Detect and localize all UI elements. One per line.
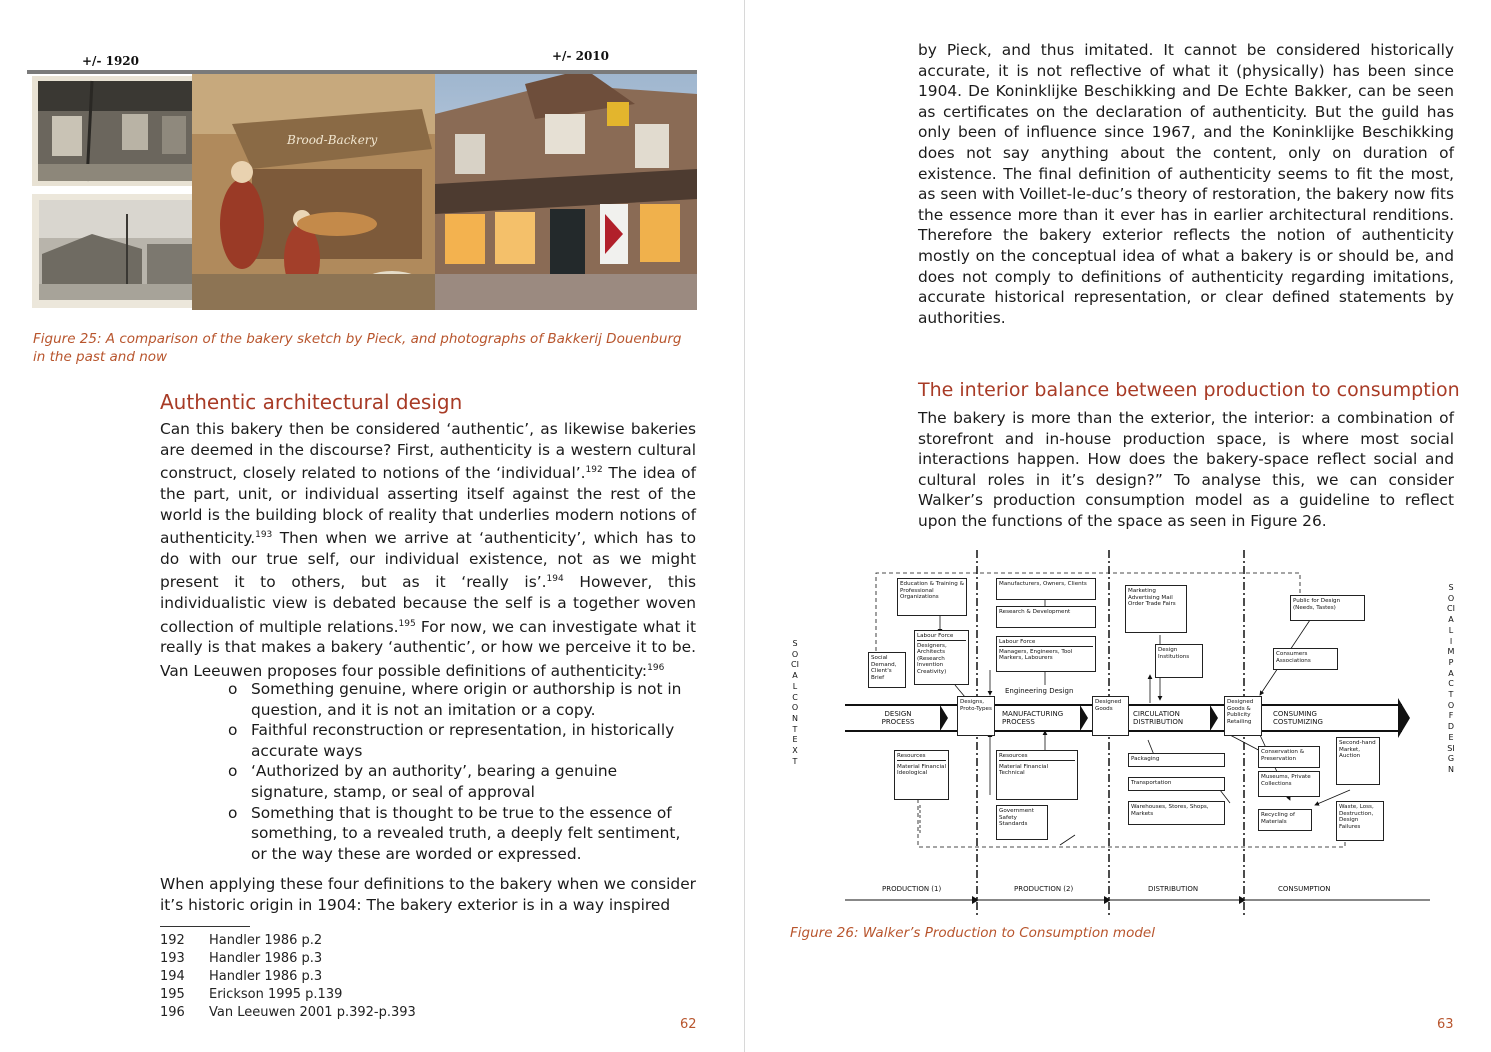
page-number-left: 62 — [680, 1017, 697, 1032]
box-prototypes: Designs, Proto-Types — [957, 696, 995, 736]
footnote-text: Van Leeuwen 2001 p.392-p.393 — [209, 1005, 416, 1020]
old-photo-1920-street — [32, 76, 202, 186]
definitions-list — [228, 679, 696, 864]
footnote-rule — [160, 926, 250, 927]
footnote-ref: 196 — [647, 663, 665, 674]
box-waste-loss: Waste, Loss, Destruction, Design Failures — [1336, 801, 1384, 841]
footnote — [160, 932, 322, 949]
footnote-number: 193 — [160, 951, 185, 966]
footnote-number: 196 — [160, 1005, 185, 1020]
paragraph-bakery-exterior: by Pieck, and thus imitated. It cannot be considered historically accurate, it is not reflective of what it (physically) has been since 1904. De Koninklijke Beschikking and De Echte Bakker, can be seen as certificates on the declaration of authenticity. But the guild has only been of influence since 1967, and the Koninklijke Beschikking does not say anything about the content, only on duration of existence. The final definition of authenticity seems to fit the most, as seen with Voillet-le-duc’s theory of restoration, the bakery now fits the essence more than it ever has in earlier architectural renditions. Therefore the bakery exterior reflects the notion of authenticity mostly on the conceptual idea of what a bakery is or should be, and does not comply to definitions of authenticity regarding imitations, accurate historical representation, or clear defined statements by authorities. — [918, 41, 1454, 327]
list-item-text: ‘Authorized by an authority’, bearing a genuine signature, stamp, or seal of approval — [251, 762, 618, 801]
box-body: Material Financial Technical — [999, 763, 1048, 777]
footnote-number: 192 — [160, 933, 185, 948]
box-museums: Museums, Private Collections — [1258, 771, 1320, 797]
footnote-text: Handler 1986 p.2 — [209, 933, 323, 948]
bullet-marker: o — [228, 721, 238, 740]
box-body: Managers, Engineers, Tool Markers, Labourers — [999, 648, 1073, 662]
box-public-for-design: Public for Design (Needs, Tastes) — [1290, 595, 1365, 621]
svg-text:Brood-Backery: Brood-Backery — [287, 133, 378, 147]
paragraph-interior: The bakery is more than the exterior, the interior: a combination of storefront and in-house production space, is where most social interactions happen. How does the bakery-space reflect social and cultural roles in it’s design?” To analyse this, we can consider Walker’s production consumption model as a guideline to reflect upon the functions of the space as seen in Figure 26. — [918, 409, 1454, 530]
box-head: Labour Force — [917, 633, 966, 641]
phase-label-production-1: PRODUCTION (1) — [882, 885, 942, 893]
box-conservation: Conservation & Preservation — [1258, 746, 1320, 768]
social-context-text: SOCIAL CONTEXT — [791, 639, 799, 766]
phase-label-distribution: DISTRIBUTION — [1148, 885, 1199, 893]
paragraph-applying-definitions: When applying these four definitions to the bakery when we consider it’s historic origin in 1904: The bakery exterior is in a way inspired — [160, 875, 696, 914]
footnote — [160, 950, 322, 967]
footnote-number: 195 — [160, 987, 185, 1002]
figure-26-caption: Figure 26: Walker’s Production to Consumption model — [790, 925, 1155, 941]
walker-production-consumption-diagram — [790, 545, 1460, 920]
box-second-hand-market: Second-hand Market, Auction — [1336, 737, 1380, 785]
box-marketing: Marketing Advertising Mail Order Trade Fairs — [1125, 585, 1187, 633]
label-manufacturing-process: MANUFACTURING PROCESS — [1002, 710, 1064, 726]
box-resources-1 — [894, 750, 949, 800]
list-item — [228, 720, 696, 761]
social-context-label — [790, 639, 800, 767]
year-label-2010: +/- 2010 — [552, 49, 609, 63]
box-social-demand: Social Demand, Client's Brief — [868, 652, 906, 688]
footnote-ref: 195 — [398, 618, 416, 629]
box-packaging: Packaging — [1128, 753, 1225, 767]
social-impact-label — [1446, 583, 1456, 776]
bullet-marker: o — [228, 803, 238, 822]
box-design-institutions: Design Institutions — [1155, 644, 1203, 678]
label-engineering-design: Engineering Design — [1005, 687, 1074, 695]
box-body: Material Financial Ideological — [897, 763, 946, 777]
box-manufacturers: Manufacturers, Owners, Clients — [996, 578, 1096, 600]
bullet-marker: o — [228, 762, 238, 781]
footnote-ref: 193 — [255, 530, 273, 541]
para-text: However, this individualistic view is debated because the self is a together woven collection of multiple relations. — [160, 573, 697, 636]
para-text: Can this bakery then be considered ‘authentic’, as likewise bakeries are deemed in the discourse? First, authenticity is a western cultural construct, closely related to notions of the ‘individual’. — [160, 420, 696, 483]
box-consumers-associations: Consumers Associations — [1273, 648, 1338, 670]
label-design-process: DESIGN PROCESS — [881, 710, 915, 726]
box-head: Resources — [897, 753, 946, 761]
figure-25-caption-line-1: Figure 25: A comparison of the bakery sketch by Pieck, and photographs of Bakkerij Douenburg — [33, 331, 682, 347]
bullet-marker: o — [228, 680, 238, 698]
box-labour-force-managers — [996, 636, 1096, 672]
pieck-bakery-sketch — [192, 74, 435, 310]
old-photo-1920-square — [32, 194, 202, 308]
box-transportation: Transportation — [1128, 777, 1225, 791]
footnote-text: Erickson 1995 p.139 — [209, 987, 343, 1002]
footnote-ref: 194 — [546, 574, 564, 585]
box-recycling: Recycling of Materials — [1258, 809, 1312, 831]
footnote-ref: 192 — [585, 465, 603, 476]
label-circulation-distribution: CIRCULATION DISTRIBUTION — [1133, 710, 1184, 726]
social-impact-text: SOCIAL IMPACT OF DESIGN — [1447, 583, 1455, 774]
footnote — [160, 1004, 416, 1021]
list-item-text: Something that is thought to be true to the essence of something, to a revealed truth, a deeply felt sentiment, or the way these are worded or expressed. — [251, 803, 681, 863]
list-item-text: Something genuine, where origin or authorship is not in question, and it is not an imitation or a copy. — [251, 680, 682, 719]
figure-25-caption — [33, 330, 713, 366]
footnote-text: Handler 1986 p.3 — [209, 951, 323, 966]
para-text: The idea of the part, unit, or individual asserting itself against the rest of the world is the building block of reality that underlies modern notions of authenticity. — [160, 464, 696, 548]
label-consuming-costumizing: CONSUMING COSTUMIZING — [1273, 710, 1323, 726]
list-item-text: Faithful reconstruction or representation, in historically accurate ways — [251, 721, 675, 760]
box-designed-goods-publicity: Designed Goods & Publicity Retailing — [1224, 696, 1262, 736]
figure-25-caption-line-2: in the past and now — [33, 349, 168, 365]
box-warehouses: Warehouses, Stores, Shops, Markets — [1128, 801, 1225, 825]
box-education: Education & Training & Professional Organizations — [897, 578, 967, 616]
box-labour-force-designers — [914, 630, 969, 685]
paragraph-authenticity — [160, 419, 696, 682]
list-item — [228, 679, 696, 720]
para-text: Then when we arrive at ‘authenticity’, which has to do with our true self, our individual existence, not as we might present it to others, but as it ‘really is’. — [160, 529, 696, 592]
section-heading-interior-balance: The interior balance between production to consumption — [918, 379, 1460, 401]
box-designed-goods: Designed Goods — [1092, 696, 1129, 736]
footnote-text: Handler 1986 p.3 — [209, 969, 323, 984]
footnote — [160, 986, 342, 1003]
footnote — [160, 968, 322, 985]
list-item — [228, 761, 696, 802]
list-item — [228, 803, 696, 865]
box-government: Government Safety Standards — [996, 805, 1048, 840]
page-number-right: 63 — [1437, 1017, 1454, 1032]
section-heading-authentic-design: Authentic architectural design — [160, 390, 463, 414]
modern-bakery-photo — [435, 74, 697, 310]
phase-label-production-2: PRODUCTION (2) — [1014, 885, 1074, 893]
box-research: Research & Development — [996, 606, 1096, 628]
box-resources-2 — [996, 750, 1078, 800]
box-head: Labour Force — [999, 639, 1093, 647]
box-head: Resources — [999, 753, 1075, 761]
para-text: For now, we can investigate what it really is that makes a bakery ‘authentic’, or how we perceive it to be. Van Leeuwen proposes four possible definitions of authenticity: — [160, 617, 696, 681]
figure-25-image — [27, 70, 697, 310]
left-page — [0, 0, 744, 1052]
year-label-1920: +/- 1920 — [82, 54, 139, 68]
footnote-number: 194 — [160, 969, 185, 984]
box-body: Designers, Architects (Research Invention Creativity) — [917, 642, 947, 675]
phase-label-consumption: CONSUMPTION — [1278, 885, 1331, 893]
